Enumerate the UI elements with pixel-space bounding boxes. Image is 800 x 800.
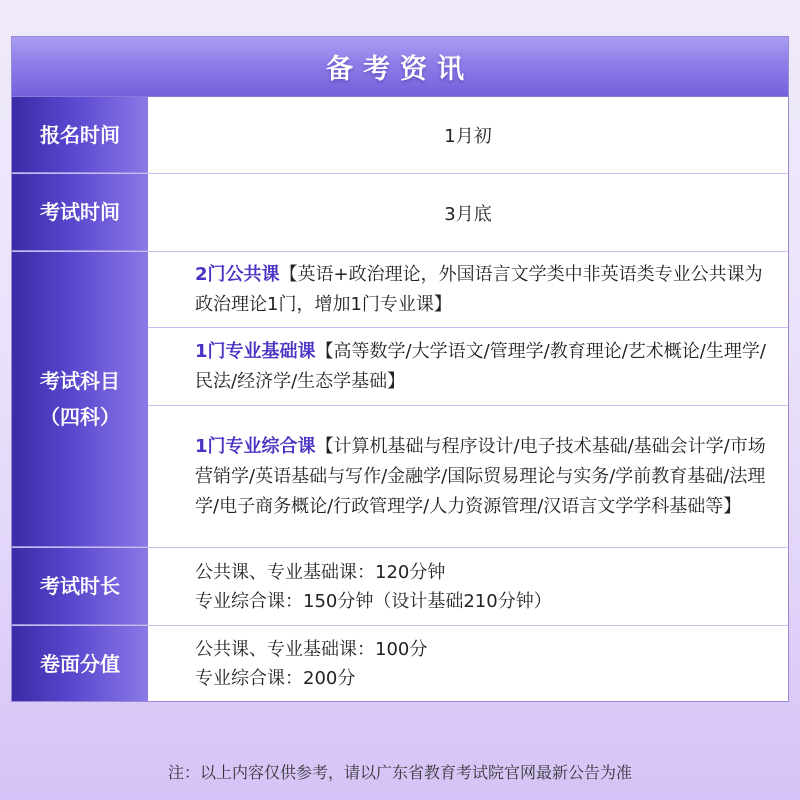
row-label xyxy=(12,174,148,251)
registration-time-value: 1月初 xyxy=(444,126,492,147)
subject-detail: 【高等数学/大学语文/管理学/教育理论/艺术概论/生理学/民法/经济学/生态学基础】 xyxy=(195,340,766,392)
subject-title: 2门公共课 xyxy=(195,263,280,285)
subject-detail: 【计算机基础与程序设计/电子技术基础/基础会计学/市场营销学/英语基础与写作/金融学/国际贸易理论与实务/学前教育基础/法理学/电子商务概论/行政管理学/人力资源管理/汉语言文学学科基础等】 xyxy=(195,435,766,517)
footnote: 注：以上内容仅供参考，请以广东省教育考试院官网最新公告为准 xyxy=(167,763,632,782)
exam-subjects-label: 考试科目 xyxy=(40,369,120,393)
row-label xyxy=(12,252,148,547)
exam-subjects-count: （四科） xyxy=(40,405,120,429)
score-line: 专业综合课：200分 xyxy=(195,668,356,689)
row-value xyxy=(148,174,788,251)
row-value xyxy=(148,548,788,625)
row-label xyxy=(12,97,148,173)
list-item xyxy=(148,406,788,547)
exam-duration-label: 考试时长 xyxy=(40,574,120,598)
exam-info-table xyxy=(11,36,789,702)
list-item xyxy=(148,252,788,328)
exam-time-value: 3月底 xyxy=(444,203,492,225)
list-item xyxy=(148,328,788,406)
row-exam-time xyxy=(12,174,788,252)
row-exam-subjects xyxy=(12,252,788,548)
score-label: 卷面分值 xyxy=(40,652,120,676)
page-title: 备考资讯 xyxy=(326,54,474,85)
table-header xyxy=(12,37,788,97)
subject-detail: 【英语+政治理论，外国语言文学类中非英语类专业公共课为政治理论1门，增加1门专业课】 xyxy=(195,263,763,315)
subject-title: 1门专业基础课 xyxy=(195,340,316,362)
score-line: 公共课、专业基础课：100分 xyxy=(195,639,428,660)
subject-title: 1门专业综合课 xyxy=(195,435,316,457)
registration-time-label: 报名时间 xyxy=(40,122,120,147)
duration-line: 专业综合课：150分钟（设计基础210分钟） xyxy=(195,590,552,612)
row-value xyxy=(148,97,788,173)
duration-line: 公共课、专业基础课：120分钟 xyxy=(195,561,446,583)
subjects-list xyxy=(148,252,788,547)
row-label xyxy=(12,548,148,625)
row-value xyxy=(148,626,788,702)
exam-time-label: 考试时间 xyxy=(40,200,120,224)
row-registration-time xyxy=(12,97,788,174)
row-exam-duration xyxy=(12,548,788,626)
row-label xyxy=(12,626,148,702)
row-score xyxy=(12,626,788,702)
